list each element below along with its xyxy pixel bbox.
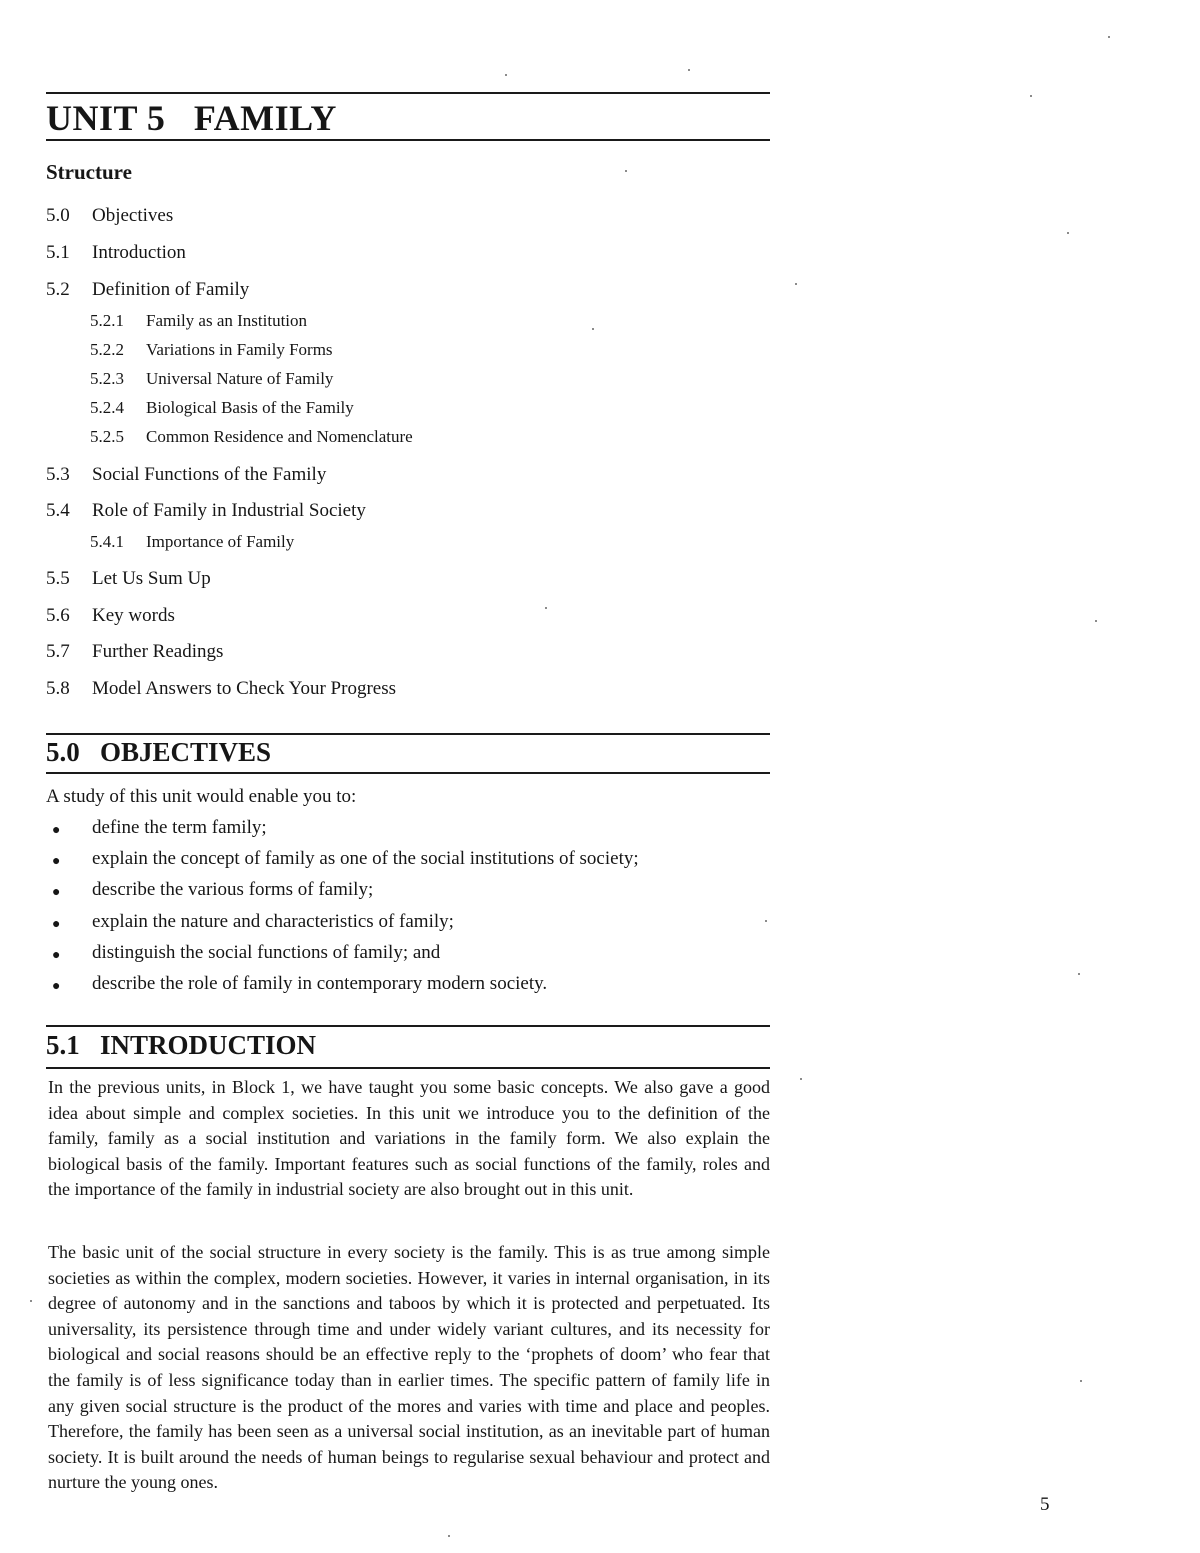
scan-speck — [800, 1078, 802, 1080]
scan-speck — [30, 1300, 32, 1302]
list-item — [46, 973, 639, 1004]
toc-item[interactable] — [46, 464, 326, 486]
scan-speck — [505, 74, 507, 76]
scan-speck — [1108, 36, 1110, 38]
toc-label: Introduction — [92, 242, 186, 263]
scan-speck — [1095, 620, 1097, 622]
toc-item[interactable] — [46, 242, 186, 264]
objectives-list — [46, 817, 639, 1004]
scan-speck — [545, 607, 547, 609]
toc-item[interactable] — [46, 678, 396, 700]
toc-label: Universal Nature of Family — [146, 369, 334, 388]
toc-number: 5.6 — [46, 605, 70, 626]
toc-label: Further Readings — [92, 641, 224, 662]
unit-title: UNIT 5 FAMILY — [46, 98, 337, 138]
toc-subitem[interactable] — [90, 340, 333, 360]
introduction-rule-bottom — [46, 1067, 770, 1069]
toc-number: 5.2.2 — [90, 340, 124, 359]
bullet-text: describe the various forms of family; — [92, 879, 374, 901]
bullet-text: define the term family; — [92, 817, 267, 838]
toc-item[interactable] — [46, 500, 366, 522]
objectives-rule-bottom — [46, 772, 770, 774]
toc-label: Importance of Family — [146, 532, 295, 551]
toc-subitem[interactable] — [90, 427, 413, 447]
list-item — [46, 848, 639, 879]
scan-speck — [625, 170, 627, 172]
toc-label: Definition of Family — [92, 279, 250, 300]
bullet-text: describe the role of family in contemporary modern society. — [92, 972, 548, 994]
toc-label: Variations in Family Forms — [146, 340, 333, 359]
title-rule-bottom — [46, 139, 770, 141]
page-number: 5 — [1040, 1494, 1050, 1515]
bullet-icon: ● — [52, 947, 61, 963]
bullet-icon: ● — [52, 854, 61, 870]
scan-speck — [795, 283, 797, 285]
toc-number: 5.2.5 — [90, 427, 124, 446]
objectives-heading: 5.0 OBJECTIVES — [46, 737, 272, 767]
bullet-icon: ● — [52, 823, 61, 838]
toc-number: 5.2.3 — [90, 369, 124, 388]
bullet-icon: ● — [52, 978, 61, 994]
toc-label: Model Answers to Check Your Progress — [92, 678, 396, 699]
bullet-icon: ● — [52, 916, 61, 932]
scan-speck — [1078, 973, 1080, 975]
objectives-intro: A study of this unit would enable you to: — [46, 786, 357, 807]
scan-speck — [765, 920, 767, 922]
list-item — [46, 879, 639, 910]
structure-heading: Structure — [46, 160, 132, 184]
list-item — [46, 817, 639, 848]
toc-item[interactable] — [46, 605, 175, 627]
toc-number: 5.8 — [46, 678, 70, 699]
toc-subitem[interactable] — [90, 369, 333, 389]
toc-label: Biological Basis of the Family — [146, 398, 354, 417]
toc-number: 5.4.1 — [90, 532, 124, 551]
introduction-rule-top — [46, 1025, 770, 1027]
toc-label: Role of Family in Industrial Society — [92, 500, 366, 521]
scan-speck — [592, 328, 594, 330]
scan-speck — [1067, 232, 1069, 234]
toc-label: Let Us Sum Up — [92, 568, 211, 589]
toc-number: 5.2.1 — [90, 311, 124, 330]
toc-label: Family as an Institution — [146, 311, 308, 330]
toc-label: Key words — [92, 605, 175, 626]
toc-number: 5.7 — [46, 641, 70, 662]
scan-speck — [688, 69, 690, 71]
toc-item[interactable] — [46, 568, 211, 590]
bullet-text: explain the nature and characteristics of family; — [92, 910, 454, 932]
toc-number: 5.2 — [46, 279, 70, 300]
toc-label: Social Functions of the Family — [92, 464, 327, 485]
introduction-paragraph-1: In the previous units, in Block 1, we have taught you some basic concepts. We also gave a good idea about simple and complex societies. In this unit we introduce you to the definition of the family, family as a social institution and variations in the family form. We also explain the biological basis of the family. Important features such as social functions of the family, roles and the importance of the family in industrial society are also brought out in this unit. — [48, 1077, 770, 1200]
toc-item[interactable] — [46, 641, 223, 663]
list-item — [46, 911, 639, 942]
title-rule-top — [46, 92, 770, 94]
objectives-rule-top — [46, 733, 770, 735]
scan-speck — [448, 1535, 450, 1537]
toc-item[interactable] — [46, 205, 173, 227]
toc-number: 5.0 — [46, 205, 70, 226]
toc-subitem[interactable] — [90, 398, 354, 418]
toc-number: 5.2.4 — [90, 398, 124, 417]
toc-item[interactable] — [46, 279, 249, 301]
list-item — [46, 942, 639, 973]
toc-subitem[interactable] — [90, 532, 294, 552]
toc-number: 5.4 — [46, 500, 70, 521]
toc-number: 5.5 — [46, 568, 70, 589]
bullet-icon: ● — [52, 885, 61, 901]
toc-number: 5.3 — [46, 464, 70, 485]
scan-speck — [1080, 1380, 1082, 1382]
toc-label: Common Residence and Nomenclature — [146, 427, 413, 446]
toc-number: 5.1 — [46, 242, 70, 263]
introduction-paragraph-2: The basic unit of the social structure in every society is the family. This is as true among simple societies as within the complex, modern societies. However, it varies in internal organisation, in its degree of autonomy and in the sanctions and taboos by which it is protected and perpetuated. Its universality, its persistence through time and under widely variant cultures, and its necessity for biological and social reasons should be an effective reply to the ‘prophets of doom’ who fear that the family is of less significance today than in earlier times. The specific pattern of family life in any given social structure is the product of the mores and varies with time and place and peoples. Therefore, the family has been seen as a universal social institution, as an inevitable part of human society. It is built around the needs of human beings to regularise sexual behaviour and protect and nurture the young ones. — [48, 1242, 770, 1493]
bullet-text: distinguish the social functions of family; and — [92, 941, 441, 963]
introduction-heading: 5.1 INTRODUCTION — [46, 1030, 317, 1060]
toc-subitem[interactable] — [90, 311, 307, 331]
scan-speck — [1030, 95, 1032, 97]
bullet-text: explain the concept of family as one of the social institutions of society; — [92, 848, 639, 870]
toc-label: Objectives — [92, 205, 174, 226]
